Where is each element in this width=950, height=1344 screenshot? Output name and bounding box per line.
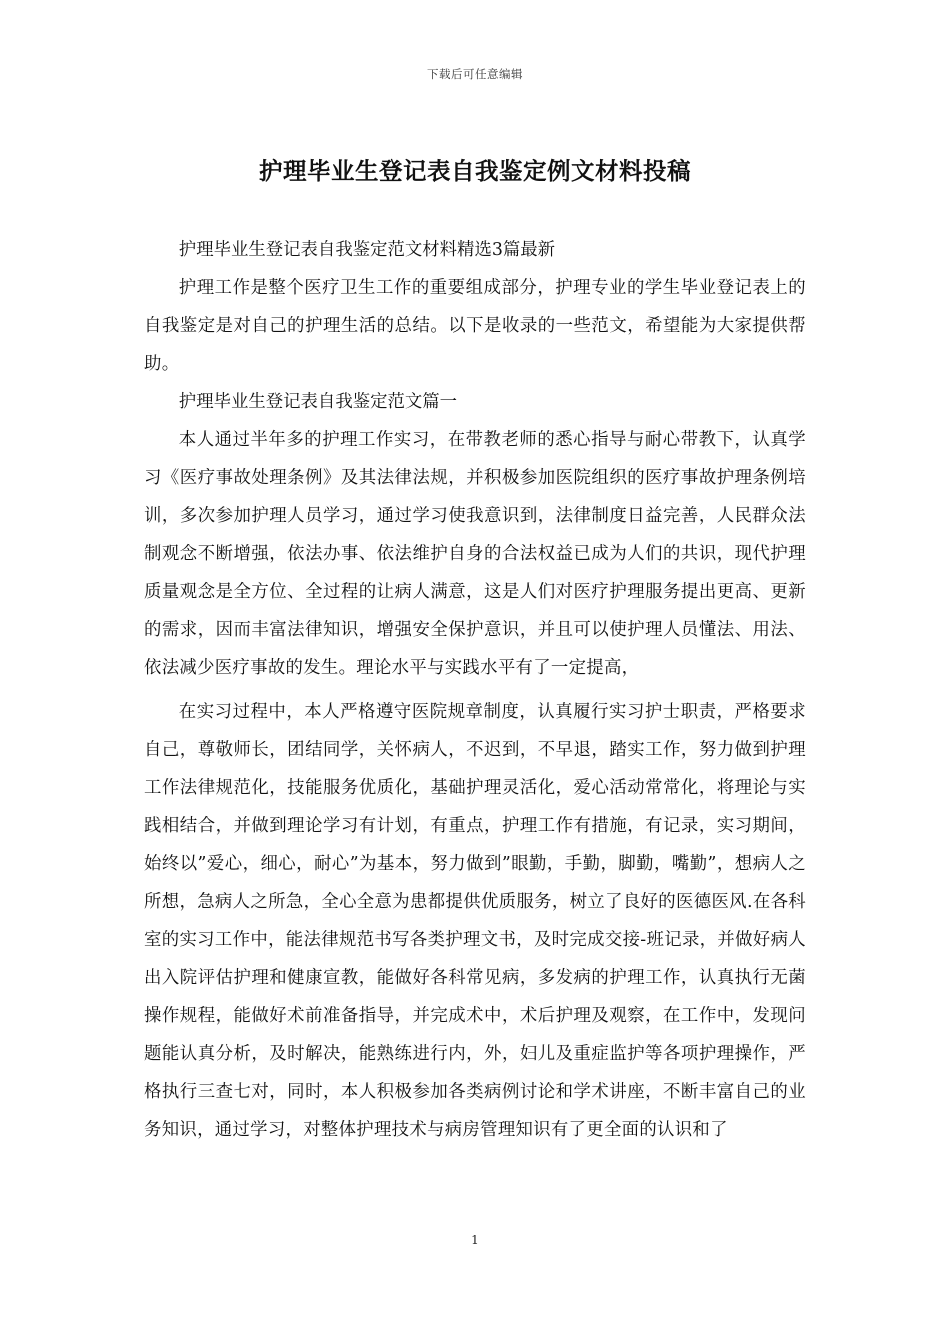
intro-paragraph: 护理工作是整个医疗卫生工作的重要组成部分，护理专业的学生毕业登记表上的自我鉴定是对自己的护理生活的总结。以下是收录的一些范文，希望能为大家提供帮助。 — [144, 278, 806, 374]
page-number: 1 — [471, 1233, 479, 1247]
page-header-note: 下载后可任意编辑 — [427, 67, 523, 81]
body-paragraph-1: 本人通过半年多的护理工作实习，在带教老师的悉心指导与耐心带教下，认真学习《医疗事故处理条例》及其法律法规，并积极参加医院组织的医疗事故护理条例培训，多次参加护理人员学习，通过学习使我意识到，法律制度日益完善，人民群众法制观念不断增强，依法办事、依法维护自身的合法权益已成为人们的共识，现代护理质量观念是全方位、全过程的让病人满意，这是人们对医疗护理服务提出更高、更新的需求，因而丰富法律知识，增强安全保护意识，并且可以使护理人员懂法、用法、依法减少医疗事故的发生。理论水平与实践水平有了一定提高， — [144, 430, 806, 678]
document-body — [144, 231, 806, 1149]
document-title: 护理毕业生登记表自我鉴定例文材料投稿 — [259, 157, 691, 185]
section-heading: 护理毕业生登记表自我鉴定范文篇一 — [178, 392, 458, 412]
body-paragraph-2: 在实习过程中，本人严格遵守医院规章制度，认真履行实习护士职责，严格要求自己，尊敬师长，团结同学，关怀病人，不迟到，不早退，踏实工作，努力做到护理工作法律规范化，技能服务优质化，基础护理灵活化，爱心活动常常化，将理论与实践相结合，并做到理论学习有计划，有重点，护理工作有措施，有记录，实习期间，始终以”爱心，细心，耐心”为基本，努力做到”眼勤，手勤，脚勤，嘴勤”，想病人之所想，急病人之所急，全心全意为患都提供优质服务，树立了良好的医德医风.在各科室的实习工作中，能法律规范书写各类护理文书，及时完成交接-班记录，并做好病人出入院评估护理和健康宣教，能做好各科常见病，多发病的护理工作，认真执行无菌操作规程，能做好术前准备指导，并完成术中，术后护理及观察，在工作中，发现问题能认真分析，及时解决，能熟练进行内，外，妇儿及重症监护等各项护理操作，严格执行三查七对，同时，本人积极参加各类病例讨论和学术讲座，不断丰富自己的业务知识，通过学习，对整体护理技术与病房管理知识有了更全面的认识和了 — [144, 702, 806, 1140]
intro-heading: 护理毕业生登记表自我鉴定范文材料精选3篇最新 — [178, 240, 556, 260]
